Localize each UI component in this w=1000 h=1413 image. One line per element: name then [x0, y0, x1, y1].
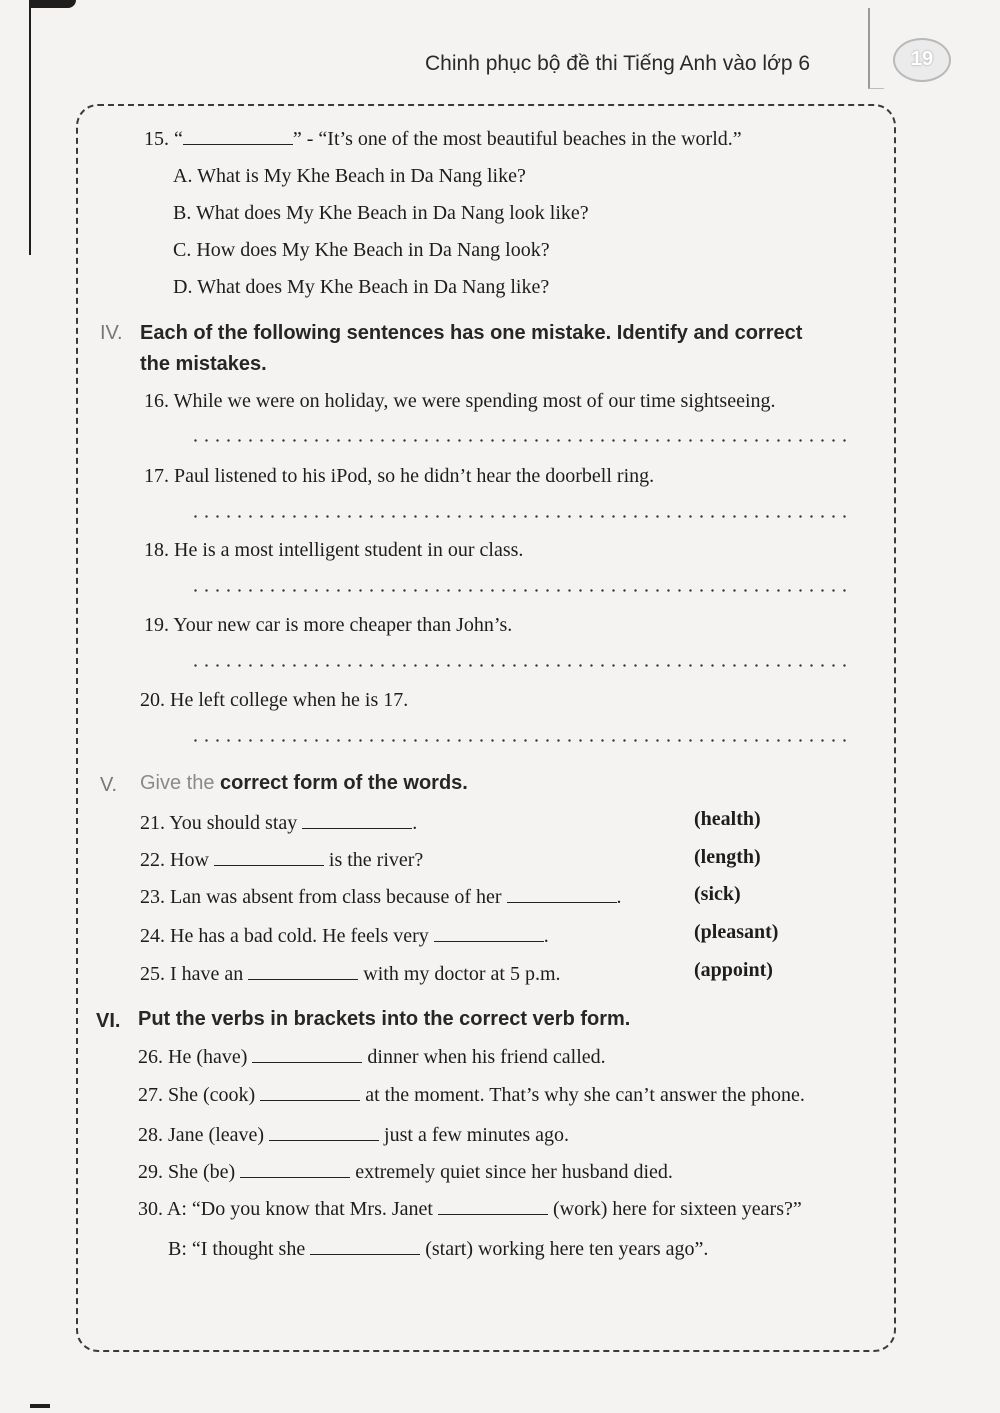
question-23: 23. Lan was absent from class because of her .: [140, 886, 622, 908]
answer-blank[interactable]: [507, 888, 617, 903]
question-18: 18. He is a most intelligent student in our class.: [144, 539, 524, 561]
word-hint-21: (health): [694, 808, 761, 830]
section-4-number: IV.: [100, 322, 123, 344]
question-29: 29. She (be) extremely quiet since her husband died.: [138, 1161, 673, 1183]
book-title: Chinh phục bộ đề thi Tiếng Anh vào lớp 6: [425, 52, 811, 75]
question-27: 27. She (cook) at the moment. That’s why she can’t answer the phone.: [138, 1084, 805, 1106]
page-number-badge: 19: [893, 38, 951, 82]
answer-line-18[interactable]: [190, 589, 850, 592]
question-30-b: B: “I thought she (start) working here ten years ago”.: [168, 1238, 709, 1260]
option-b: B. What does My Khe Beach in Da Nang look like?: [173, 202, 589, 224]
question-22: 22. How is the river?: [140, 849, 424, 871]
section-4-title-line2: the mistakes.: [140, 353, 267, 375]
answer-blank[interactable]: [260, 1086, 360, 1101]
answer-line-19[interactable]: [190, 664, 850, 667]
section-4-title-line1: Each of the following sentences has one mistake. Identify and correct: [140, 322, 803, 344]
answer-line-20[interactable]: [190, 739, 850, 742]
question-21: 21. You should stay .: [140, 812, 418, 834]
question-17: 17. Paul listened to his iPod, so he didn’t hear the doorbell ring.: [144, 465, 655, 487]
word-hint-23: (sick): [694, 883, 741, 905]
answer-blank[interactable]: [438, 1200, 548, 1215]
option-c: C. How does My Khe Beach in Da Nang look?: [173, 239, 550, 261]
section-6-title: Put the verbs in brackets into the correct verb form.: [138, 1008, 631, 1030]
question-28: 28. Jane (leave) just a few minutes ago.: [138, 1124, 570, 1146]
answer-blank[interactable]: [240, 1163, 350, 1178]
answer-blank[interactable]: [248, 965, 358, 980]
section-5-number: V.: [100, 774, 118, 796]
question-15: 15. “ ” - “It’s one of the most beautiful beaches in the world.”: [144, 128, 742, 150]
option-d: D. What does My Khe Beach in Da Nang like?: [173, 276, 550, 298]
question-20: 20. He left college when he is 17.: [140, 689, 409, 711]
answer-blank[interactable]: [269, 1126, 379, 1141]
corner-mark: [30, 0, 76, 8]
answer-line-17[interactable]: [190, 515, 850, 518]
word-hint-22: (length): [694, 846, 761, 868]
question-24: 24. He has a bad cold. He feels very .: [140, 925, 549, 947]
word-hint-24: (pleasant): [694, 921, 779, 943]
question-25: 25. I have an with my doctor at 5 p.m.: [140, 963, 561, 985]
question-26: 26. He (have) dinner when his friend called.: [138, 1046, 606, 1068]
answer-line-16[interactable]: [190, 439, 850, 442]
option-a: A. What is My Khe Beach in Da Nang like?: [173, 165, 526, 187]
answer-blank[interactable]: [310, 1240, 420, 1255]
answer-blank[interactable]: [252, 1048, 362, 1063]
section-5-title: Give the correct form of the words.: [140, 772, 468, 794]
question-30-a: 30. A: “Do you know that Mrs. Janet (work) here for sixteen years?”: [138, 1198, 802, 1220]
badge-tab: [868, 8, 884, 89]
question-16: 16. While we were on holiday, we were spending most of our time sightseeing.: [144, 390, 776, 412]
answer-blank[interactable]: [214, 851, 324, 866]
answer-blank[interactable]: [434, 927, 544, 942]
answer-blank[interactable]: [302, 814, 412, 829]
answer-blank[interactable]: [183, 130, 293, 145]
word-hint-25: (appoint): [694, 959, 773, 981]
section-6-number: VI.: [96, 1010, 121, 1032]
page-edge-rule: [29, 0, 31, 255]
bottom-mark: [30, 1404, 50, 1408]
question-19: 19. Your new car is more cheaper than John’s.: [144, 614, 513, 636]
